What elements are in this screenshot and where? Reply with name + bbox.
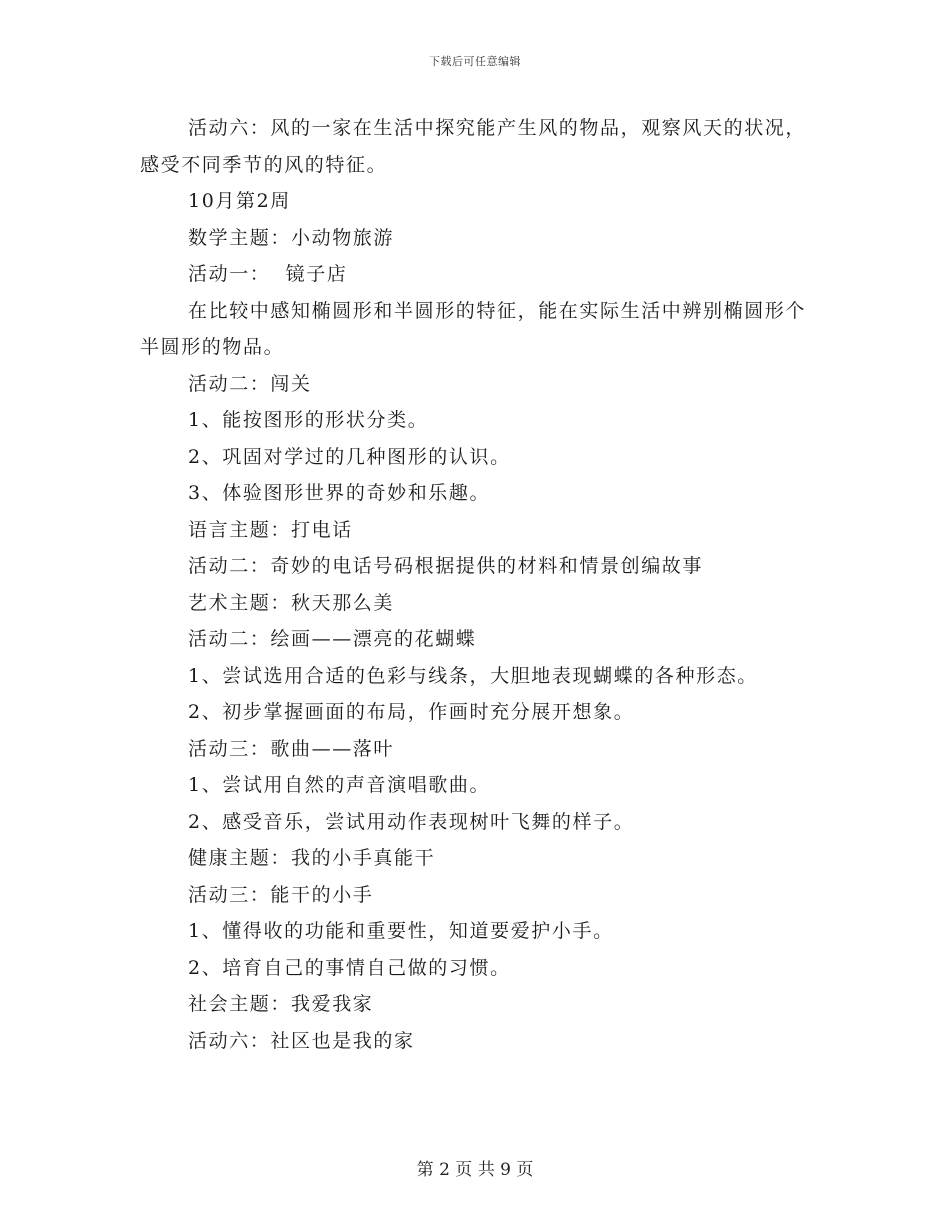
paragraph: 2、培育自己的事情自己做的习惯。: [188, 956, 511, 979]
paragraph: 1、懂得收的功能和重要性，知道要爱护小手。: [188, 920, 614, 942]
paragraph: 社会主题：我爱我家: [188, 993, 374, 1015]
paragraph: 在比较中感知椭圆形和半圆形的特征，能在实际生活中辨别椭圆形个半圆形的物品。: [140, 299, 807, 358]
paragraph: 活动三：歌曲——落叶: [188, 737, 395, 760]
page-header: 下载后可任意编辑: [429, 55, 521, 68]
paragraph: 艺术主题：秋天那么美: [188, 591, 395, 614]
paragraph: 活动二：奇妙的电话号码根据提供的材料和情景创编故事: [188, 555, 704, 577]
paragraph: 活动二：闯关: [188, 372, 312, 395]
paragraph: 2、巩固对学过的几种图形的认识。: [188, 445, 511, 468]
paragraph: 活动六：社区也是我的家: [188, 1029, 415, 1052]
paragraph: 1、尝试用自然的声音演唱歌曲。: [188, 774, 491, 796]
paragraph: 3、体验图形世界的奇妙和乐趣。: [188, 482, 491, 504]
paragraph: 1、能按图形的形状分类。: [188, 409, 429, 431]
paragraph: 活动二：绘画——漂亮的花蝴蝶: [188, 628, 477, 650]
page-footer: 第 2 页 共 9 页: [416, 1160, 534, 1180]
page-body: [140, 110, 820, 1059]
paragraph: 语言主题：打电话: [188, 518, 353, 541]
paragraph: 活动三：能干的小手: [188, 883, 374, 906]
paragraph: 健康主题：我的小手真能干: [188, 847, 436, 869]
paragraph: 10月第2周: [188, 190, 291, 212]
paragraph: 活动六：风的一家在生活中探究能产生风的物品，观察风天的状况，感受不同季节的风的特征。: [140, 117, 807, 176]
paragraph: 活动一： 镜子店: [188, 263, 348, 285]
paragraph: 数学主题：小动物旅游: [188, 226, 395, 249]
paragraph: 1、尝试选用合适的色彩与线条，大胆地表现蝴蝶的各种形态。: [188, 664, 758, 687]
paragraph: 2、初步掌握画面的布局，作画时充分展开想象。: [188, 701, 635, 723]
paragraph: 2、感受音乐，尝试用动作表现树叶飞舞的样子。: [188, 810, 635, 833]
